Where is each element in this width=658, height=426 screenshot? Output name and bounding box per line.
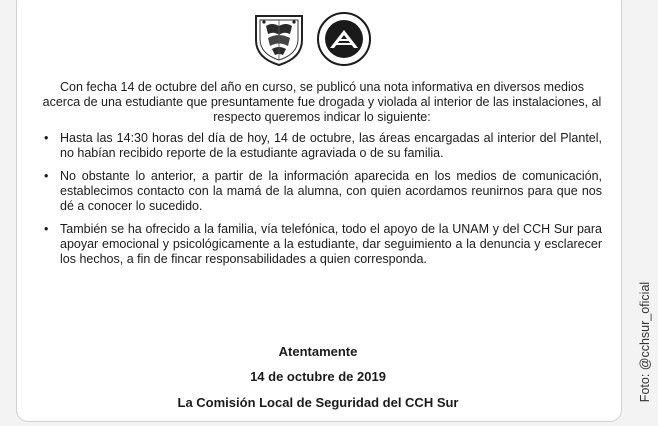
logos-svg <box>250 10 376 68</box>
bullet-text: Hasta las 14:30 horas del día de hoy, 14 de octubre, las áreas encargadas al interior del Plantel, no habían recibido reporte de la estudiante agraviada o de su familia. <box>60 131 602 160</box>
signature-date: 14 de octubre de 2019 <box>250 369 386 384</box>
list-item <box>42 131 602 161</box>
signature-committee: La Comisión Local de Seguridad del CCH Sur <box>177 395 459 410</box>
bullet-marker: • <box>44 169 49 183</box>
bullet-text: No obstante lo anterior, a partir de la información aparecida en los medios de comunicación, establecimos contacto con la mamá de la alumna, con quien acordamos reunirnos para que nos dé a conocer lo sucedido. <box>60 169 602 213</box>
logo-group <box>250 10 376 68</box>
cch-sur-seal-icon <box>318 13 370 65</box>
bullet-marker: • <box>44 222 49 236</box>
notice-intro: Con fecha 14 de octubre del año en curso, se publicó una nota informativa en diversos medios acerca de una estudiante que presuntamente fue drogada y violada al interior de las instalaciones, al respecto queremos indicar lo siguiente: <box>42 80 602 124</box>
bullet-text: También se ha ofrecido a la familia, vía telefónica, todo el apoyo de la UNAM y del CCH Sur para apoyar emocional y psicológicamente a la estudiante, dar seguimiento a la denuncia y esclarecer los hechos, a fin de fincar responsabilidades a quien corresponda. <box>60 222 602 266</box>
photo-credit <box>632 258 658 426</box>
bullet-marker: • <box>44 131 49 145</box>
photo-credit-text: Foto: @cchsur_oficial <box>638 281 652 403</box>
notice-body <box>42 80 602 275</box>
closing-text: Atentamente <box>278 344 358 359</box>
list-item <box>42 169 602 214</box>
unam-crest-icon <box>256 16 302 65</box>
list-item <box>42 222 602 267</box>
notice-bullet-list <box>42 131 602 267</box>
